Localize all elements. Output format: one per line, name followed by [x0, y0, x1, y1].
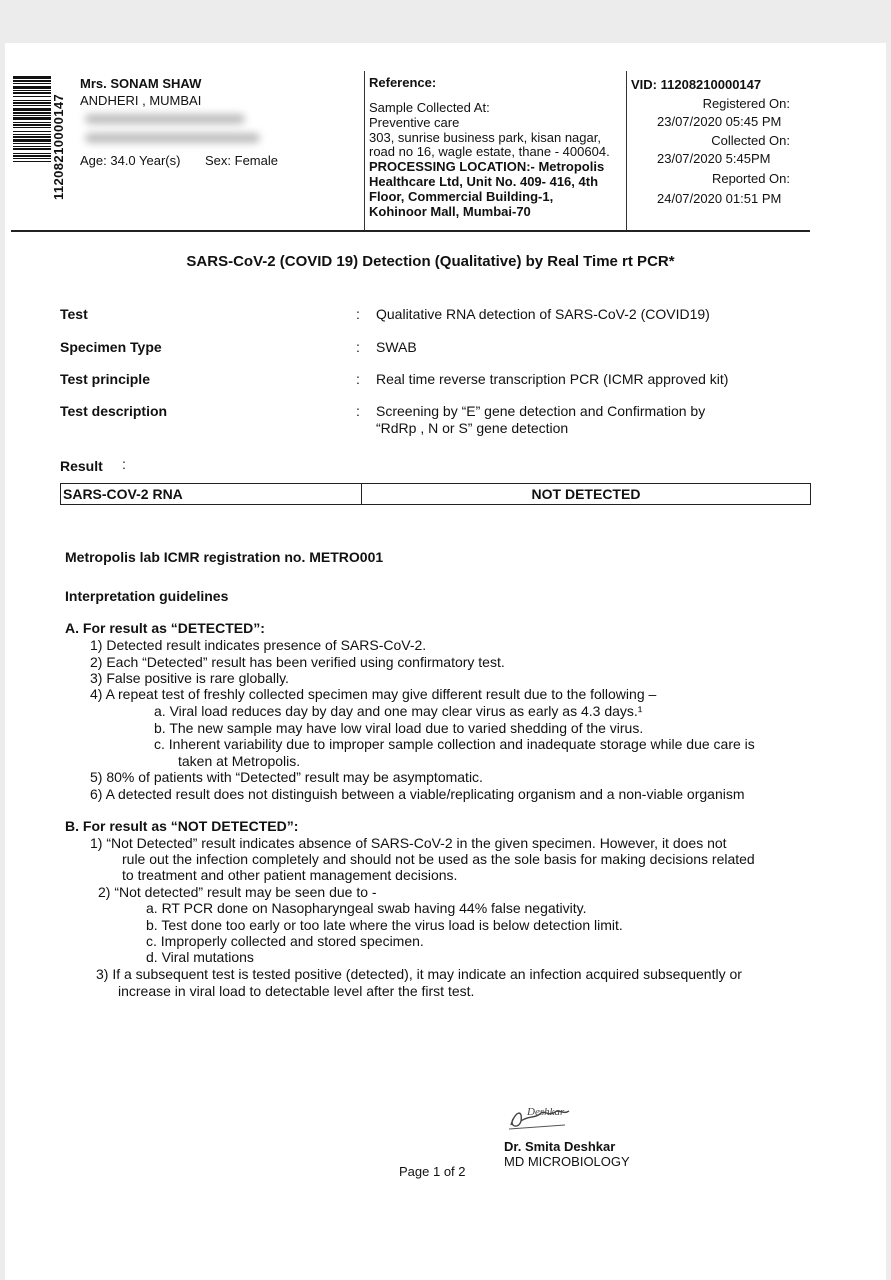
- signature-scribble: Deshkar: [527, 1106, 565, 1118]
- result-label: Result: [60, 458, 103, 474]
- patient-location: ANDHERI , MUMBAI: [80, 93, 202, 108]
- section-b-item-cont: to treatment and other patient management decisions.: [122, 867, 458, 883]
- collected-value: 23/07/2020 5:45PM: [657, 151, 771, 166]
- detail-value-specimen: SWAB: [376, 339, 417, 355]
- registered-label: Registered On:: [702, 96, 790, 111]
- signatory-name: Dr. Smita Deshkar: [504, 1139, 616, 1154]
- section-b-item: 1) “Not Detected” result indicates absence of SARS-CoV-2 in the given specimen. However, it does not: [90, 835, 727, 851]
- section-a-subitem-cont: taken at Metropolis.: [178, 753, 301, 769]
- section-a-item: 6) A detected result does not distinguish between a viable/replicating organism and a non-viable organism: [90, 786, 745, 802]
- result-table: [60, 483, 811, 505]
- detail-value-test: Qualitative RNA detection of SARS-CoV-2 (COVID19): [376, 306, 710, 322]
- vid: VID: 11208210000147: [631, 77, 762, 92]
- section-b-item-cont: increase in viral load to detectable level after the first test.: [118, 983, 475, 999]
- header-divider-2: [626, 71, 627, 230]
- barcode: [13, 76, 51, 200]
- section-b-heading: B. For result as “NOT DETECTED”:: [65, 818, 299, 834]
- processing-location-line: PROCESSING LOCATION:- Metropolis: [369, 159, 605, 174]
- signatory-title: MD MICROBIOLOGY: [504, 1154, 630, 1169]
- header-rule: [11, 230, 810, 232]
- reported-value: 24/07/2020 01:51 PM: [657, 191, 782, 206]
- section-b-item-cont: rule out the infection completely and should not be used as the sole basis for making decisions related: [122, 851, 755, 867]
- section-a-item: 4) A repeat test of freshly collected specimen may give different result due to the following –: [90, 686, 657, 702]
- reference-heading: Reference:: [369, 75, 437, 90]
- registered-value: 23/07/2020 05:45 PM: [657, 114, 782, 129]
- section-a-item: 5) 80% of patients with “Detected” result may be asymptomatic.: [90, 769, 483, 785]
- report-title: SARS-CoV-2 (COVID 19) Detection (Qualitative) by Real Time rt PCR*: [186, 253, 675, 270]
- collected-label: Collected On:: [711, 133, 790, 148]
- redacted-address-2: [85, 133, 260, 143]
- collected-at-label: Sample Collected At:: [369, 100, 490, 115]
- detail-colon: :: [356, 403, 360, 419]
- patient-age: Age: 34.0 Year(s): [80, 153, 181, 168]
- page-number: Page 1 of 2: [399, 1164, 466, 1179]
- detail-label-test: Test: [60, 306, 88, 322]
- barcode-number: 11208210000147: [51, 93, 66, 200]
- section-b-item: 3) If a subsequent test is tested positive (detected), it may indicate an infection acquired subsequently or: [96, 966, 742, 982]
- section-b-item: 2) “Not detected” result may be seen due to -: [98, 884, 377, 900]
- patient-name: Mrs. SONAM SHAW: [80, 76, 202, 91]
- processing-location-line: Healthcare Ltd, Unit No. 409- 416, 4th: [369, 174, 599, 189]
- section-b-subitem: a. RT PCR done on Nasopharyngeal swab having 44% false negativity.: [146, 900, 587, 916]
- detail-label-principle: Test principle: [60, 371, 150, 387]
- detail-colon: :: [356, 339, 360, 355]
- icmr-registration: Metropolis lab ICMR registration no. METRO001: [65, 549, 384, 565]
- section-a-heading: A. For result as “DETECTED”:: [65, 620, 265, 636]
- result-value: NOT DETECTED: [531, 486, 641, 502]
- section-b-subitem: c. Improperly collected and stored specimen.: [146, 933, 424, 949]
- header-divider-1: [364, 71, 365, 230]
- report-page: [5, 43, 886, 1280]
- collected-at-line: 303, sunrise business park, kisan nagar,: [369, 130, 601, 145]
- section-a-item: 1) Detected result indicates presence of SARS-CoV-2.: [90, 637, 427, 653]
- detail-label-specimen: Specimen Type: [60, 339, 162, 355]
- processing-location-line: Kohinoor Mall, Mumbai-70: [369, 204, 531, 219]
- detail-value-description-2: “RdRp , N or S” gene detection: [376, 420, 569, 436]
- detail-colon: :: [356, 306, 360, 322]
- processing-location-line: Floor, Commercial Building-1,: [369, 189, 554, 204]
- section-a-subitem: a. Viral load reduces day by day and one may clear virus as early as 4.3 days.¹: [154, 703, 643, 719]
- detail-colon: :: [356, 371, 360, 387]
- collected-at-line: Preventive care: [369, 115, 460, 130]
- reported-label: Reported On:: [711, 171, 790, 186]
- detail-value-description: Screening by “E” gene detection and Confirmation by: [376, 403, 706, 419]
- section-a-subitem: c. Inherent variability due to improper sample collection and inadequate storage while due care is: [154, 736, 755, 752]
- section-a-subitem: b. The new sample may have low viral load due to varied shedding of the virus.: [154, 720, 644, 736]
- detail-label-description: Test description: [60, 403, 168, 419]
- signature-mark: [505, 1101, 575, 1133]
- result-colon: :: [122, 456, 126, 472]
- section-b-subitem: d. Viral mutations: [146, 949, 254, 965]
- guidelines-heading: Interpretation guidelines: [65, 588, 229, 604]
- detail-value-principle: Real time reverse transcription PCR (ICMR approved kit): [376, 371, 729, 387]
- result-analyte: SARS-COV-2 RNA: [61, 484, 362, 504]
- section-a-item: 3) False positive is rare globally.: [90, 670, 289, 686]
- section-b-subitem: b. Test done too early or too late where the virus load is below detection limit.: [146, 917, 623, 933]
- redacted-address-1: [85, 114, 245, 124]
- section-a-item: 2) Each “Detected” result has been verified using confirmatory test.: [90, 654, 505, 670]
- patient-sex: Sex: Female: [205, 153, 278, 168]
- collected-at-line: road no 16, wagle estate, thane - 400604.: [369, 144, 610, 159]
